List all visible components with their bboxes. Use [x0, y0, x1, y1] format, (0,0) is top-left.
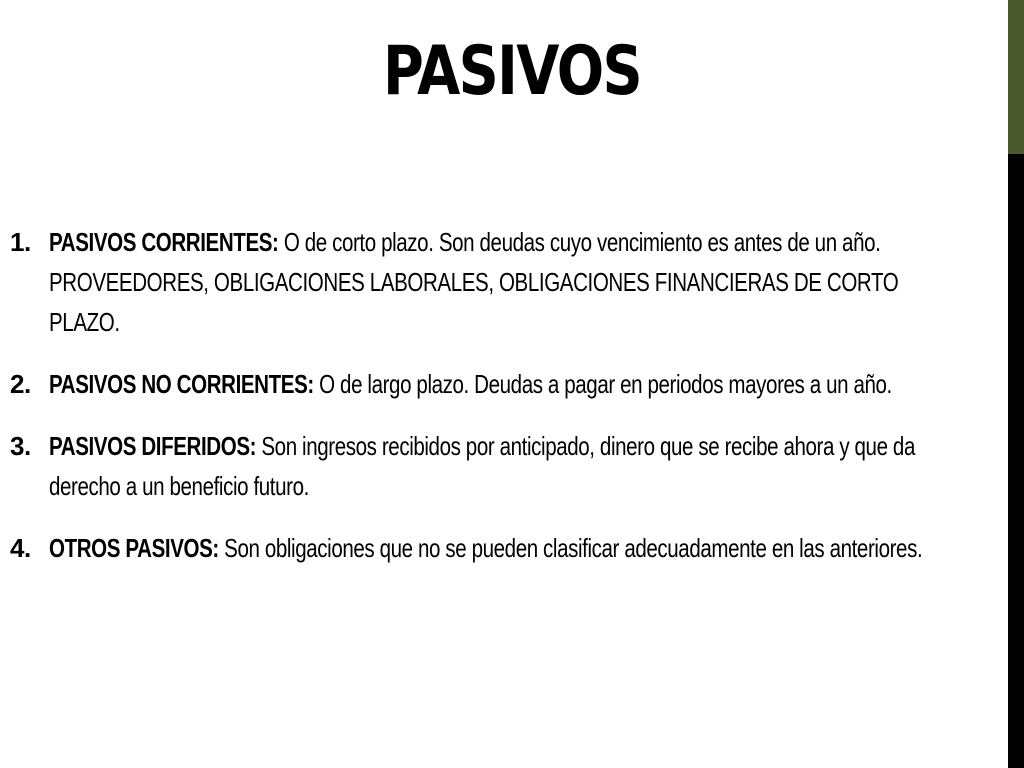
- accent-bar-bottom: [1008, 154, 1024, 768]
- slide-title: PASIVOS: [382, 32, 642, 111]
- list-item-body: [49, 528, 965, 568]
- list-item-heading: PASIVOS NO CORRIENTES:: [49, 369, 314, 399]
- list-item-number: 4.: [10, 533, 31, 563]
- list-item: [10, 222, 970, 342]
- list-item-text: O de corto plazo. Son deudas cuyo vencimiento es antes de un año. PROVEEDORES, OBLIGACIONES LABORALES, OBLIGACIONES FINANCIERAS DE CORTO PLAZO.: [49, 227, 899, 337]
- list-item-text: Son ingresos recibidos por anticipado, dinero que se recibe ahora y que da derecho a un beneficio futuro.: [49, 431, 915, 501]
- list-item: [10, 364, 970, 404]
- list-item-heading: PASIVOS DIFERIDOS:: [49, 431, 257, 461]
- list-item: [10, 426, 970, 506]
- numbered-list: [10, 222, 970, 590]
- list-item-text: Son obligaciones que no se pueden clasificar adecuadamente en las anteriores.: [218, 533, 923, 563]
- list-item-number: 2.: [10, 369, 31, 399]
- list-item-body: [49, 364, 965, 404]
- list-item-number: 3.: [10, 431, 31, 461]
- list-item-number: 1.: [10, 227, 31, 257]
- list-item-text: O de largo plazo. Deudas a pagar en periodos mayores a un año.: [313, 369, 892, 399]
- list-item: [10, 528, 970, 568]
- list-item-body: [49, 426, 965, 506]
- list-item-body: [49, 222, 965, 342]
- list-item-heading: OTROS PASIVOS:: [49, 533, 219, 563]
- accent-bar-top: [1008, 0, 1024, 154]
- list-item-heading: PASIVOS CORRIENTES:: [49, 227, 279, 257]
